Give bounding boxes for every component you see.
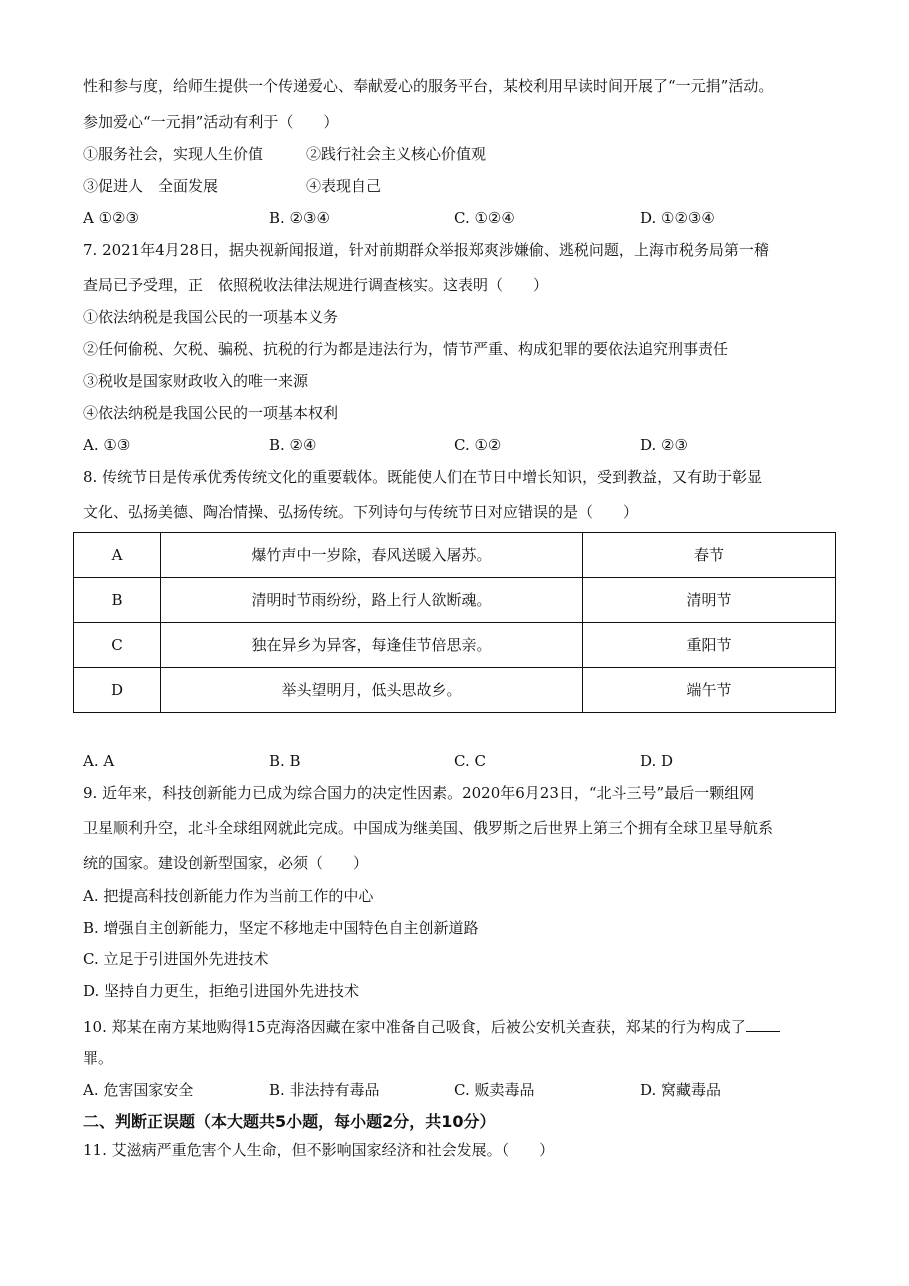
q9-stem-line-1: 9. 近年来，科技创新能力已成为综合国力的决定性因素。2020年6月23日，“北斗三号”最后一颗组网 xyxy=(83,784,755,802)
q10-option-a: A. 危害国家安全 xyxy=(83,1081,194,1099)
q6-option-b: B. ②③④ xyxy=(269,209,330,227)
q7-option-b: B. ②④ xyxy=(269,436,317,454)
q7-stem-line-1: 7. 2021年4月28日，据央视新闻报道，针对前期群众举报郑爽涉嫌偷、逃税问题，上海市税务局第一稽 xyxy=(83,241,769,259)
q7-option-d: D. ②③ xyxy=(640,436,688,454)
q6-stem-line-1: 性和参与度，给师生提供一个传递爱心、奉献爱心的服务平台，某校利用早读时间开展了“一元捐”活动。 xyxy=(83,77,774,95)
row-festival: 端午节 xyxy=(583,668,836,713)
q6-statement-3: ③促进人 全面发展 xyxy=(83,177,219,195)
q8-option-c: C. C xyxy=(454,752,486,770)
q8-option-a: A. A xyxy=(83,752,115,770)
row-poem: 独在异乡为异客，每逢佳节倍思亲。 xyxy=(161,623,583,668)
answer-blank xyxy=(746,1015,780,1032)
q7-stem-line-2: 查局已予受理，正 依照税收法律法规进行调查核实。这表明（ ） xyxy=(83,276,549,294)
q9-option-a: A. 把提高科技创新能力作为当前工作的中心 xyxy=(83,887,374,905)
q6-statement-4: ④表现自己 xyxy=(306,177,382,195)
q7-statement-2: ②任何偷税、欠税、骗税、抗税的行为都是违法行为，情节严重、构成犯罪的要依法追究刑事责任 xyxy=(83,340,729,358)
row-festival: 春节 xyxy=(583,533,836,578)
q9-stem-line-2: 卫星顺利升空，北斗全球组网就此完成。中国成为继美国、俄罗斯之后世界上第三个拥有全球卫星导航系 xyxy=(83,819,774,837)
q7-statement-4: ④依法纳税是我国公民的一项基本权利 xyxy=(83,404,339,422)
table-row xyxy=(74,623,836,668)
q10-option-d: D. 窝藏毒品 xyxy=(640,1081,722,1099)
q9-option-c: C. 立足于引进国外先进技术 xyxy=(83,950,269,968)
table-row xyxy=(74,533,836,578)
row-letter: B xyxy=(74,578,161,623)
q8-stem-line-2: 文化、弘扬美德、陶冶情操、弘扬传统。下列诗句与传统节日对应错误的是（ ） xyxy=(83,503,639,521)
q10-option-c: C. 贩卖毒品 xyxy=(454,1081,535,1099)
q6-statement-2: ②践行社会主义核心价值观 xyxy=(306,145,487,163)
row-letter: C xyxy=(74,623,161,668)
q7-statement-3: ③税收是国家财政收入的唯一来源 xyxy=(83,372,309,390)
q9-stem-line-3: 统的国家。建设创新型国家，必须（ ） xyxy=(83,854,369,872)
poem-festival-table xyxy=(73,532,836,713)
row-letter: A xyxy=(74,533,161,578)
q8-option-b: B. B xyxy=(269,752,301,770)
q7-option-a: A. ①③ xyxy=(83,436,131,454)
row-festival: 重阳节 xyxy=(583,623,836,668)
q8-stem-line-1: 8. 传统节日是传承优秀传统文化的重要载体。既能使人们在节日中增长知识，受到教益，又有助于彰显 xyxy=(83,468,763,486)
q6-option-d: D. ①②③④ xyxy=(640,209,715,227)
q11-stem-line-1: 11. 艾滋病严重危害个人生命，但不影响国家经济和社会发展。（ ） xyxy=(83,1141,555,1159)
q6-statement-1: ①服务社会，实现人生价值 xyxy=(83,145,264,163)
q7-option-c: C. ①② xyxy=(454,436,502,454)
table-row xyxy=(74,578,836,623)
section-heading: 二、判断正误题（本大题共5小题，每小题2分，共10分） xyxy=(83,1112,496,1131)
row-poem: 清明时节雨纷纷，路上行人欲断魂。 xyxy=(161,578,583,623)
row-poem: 爆竹声中一岁除，春风送暖入屠苏。 xyxy=(161,533,583,578)
q9-option-b: B. 增强自主创新能力，坚定不移地走中国特色自主创新道路 xyxy=(83,919,479,937)
q8-option-d: D. D xyxy=(640,752,674,770)
table-row xyxy=(74,668,836,713)
q6-option-c: C. ①②④ xyxy=(454,209,515,227)
q7-statement-1: ①依法纳税是我国公民的一项基本义务 xyxy=(83,308,339,326)
row-festival: 清明节 xyxy=(583,578,836,623)
q6-stem-line-2: 参加爱心“一元捐”活动有利于（ ） xyxy=(83,113,339,131)
q9-option-d: D. 坚持自力更生，拒绝引进国外先进技术 xyxy=(83,982,360,1000)
q6-option-a: A ①②③ xyxy=(83,209,139,227)
row-poem: 举头望明月，低头思故乡。 xyxy=(161,668,583,713)
q10-stem-line-2: 罪。 xyxy=(83,1049,114,1067)
q10-stem-text: 10. 郑某在南方某地购得15克海洛因藏在家中准备自己吸食，后被公安机关查获，郑某的行为构成了 xyxy=(83,1018,746,1036)
q10-option-b: B. 非法持有毒品 xyxy=(269,1081,380,1099)
row-letter: D xyxy=(74,668,161,713)
q10-stem-line-1 xyxy=(83,1015,780,1037)
